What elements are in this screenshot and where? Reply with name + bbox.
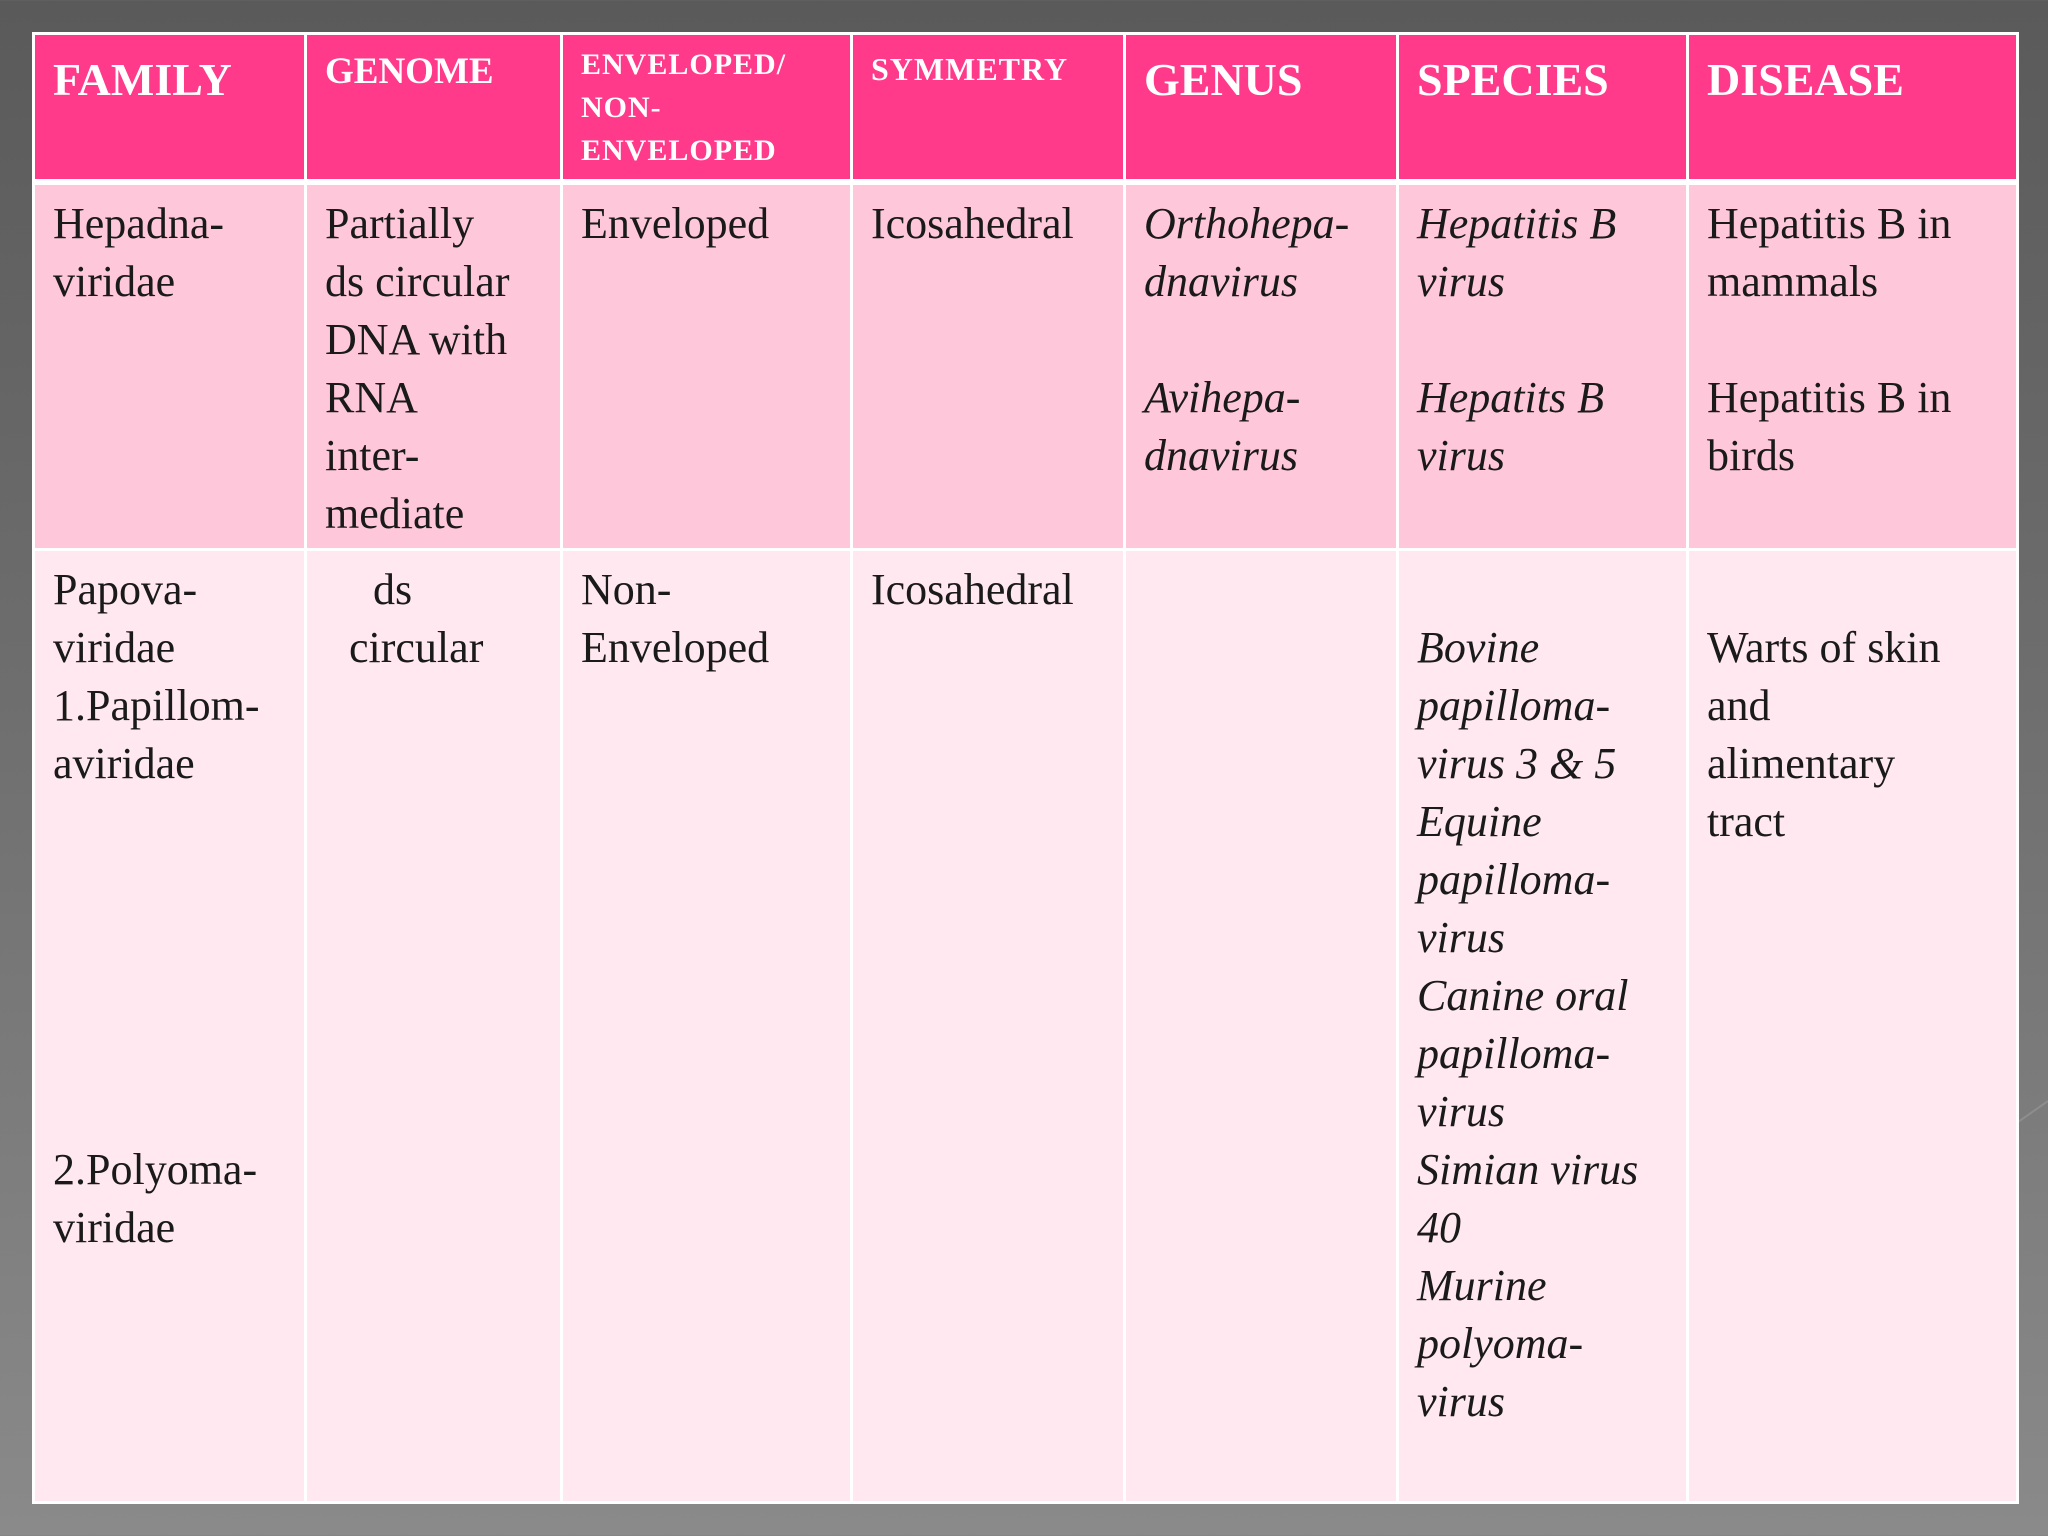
header-genome: GENOME bbox=[306, 34, 562, 182]
genus-cell bbox=[1125, 182, 1398, 550]
cell-line: virus bbox=[1417, 430, 1505, 480]
cell-line: Hepatits B bbox=[1417, 372, 1604, 422]
cell-line: Hepatitis B in bbox=[1707, 198, 1952, 248]
cell-line: virus bbox=[1417, 1087, 1505, 1136]
cell-line: virus bbox=[1417, 256, 1505, 306]
family-cell bbox=[34, 550, 306, 1503]
cell-line: RNA bbox=[325, 372, 418, 422]
spacer bbox=[1707, 561, 1998, 619]
cell-line: Murine bbox=[1417, 1261, 1547, 1310]
genome-cell bbox=[306, 182, 562, 550]
disease-cell bbox=[1688, 182, 2018, 550]
header-enveloped bbox=[562, 34, 852, 182]
cell-line: Enveloped bbox=[581, 198, 770, 248]
cell-line: circular bbox=[349, 623, 484, 672]
enveloped-cell bbox=[562, 182, 852, 550]
spacer bbox=[1417, 311, 1668, 369]
cell-line: Icosahedral bbox=[871, 198, 1074, 248]
cell-line: Warts of skin bbox=[1707, 623, 1941, 672]
cell-line: Enveloped bbox=[581, 623, 770, 672]
cell-line: Partially bbox=[325, 198, 475, 248]
cell-line: Papova- bbox=[53, 565, 198, 614]
spacer bbox=[1707, 311, 1998, 369]
header-enveloped-line: ENVELOPED bbox=[581, 134, 777, 167]
cell-line: ds circular bbox=[325, 256, 510, 306]
cell-line: and bbox=[1707, 681, 1771, 730]
family-cell bbox=[34, 182, 306, 550]
cell-line: viridae bbox=[53, 623, 176, 672]
species-cell bbox=[1398, 182, 1688, 550]
cell-line: dnavirus bbox=[1144, 256, 1298, 306]
cell-line: Simian virus bbox=[1417, 1145, 1639, 1194]
cell-line: papilloma- bbox=[1417, 1029, 1611, 1078]
cell-line: Icosahedral bbox=[871, 565, 1074, 614]
cell-line: ds bbox=[373, 565, 413, 614]
cell-line: Non- bbox=[581, 565, 672, 614]
cell-line: birds bbox=[1707, 430, 1795, 480]
cell-line: 40 bbox=[1417, 1203, 1461, 1252]
genus-cell bbox=[1125, 550, 1398, 1503]
cell-line: inter- bbox=[325, 430, 420, 480]
cell-line: Hepatitis B in bbox=[1707, 372, 1952, 422]
cell-line: viridae bbox=[53, 256, 176, 306]
cell-line: DNA with bbox=[325, 314, 508, 364]
table-row bbox=[34, 182, 2018, 550]
cell-line: Bovine bbox=[1417, 623, 1540, 672]
spacer bbox=[1144, 311, 1378, 369]
header-enveloped-line: NON- bbox=[581, 91, 662, 124]
table-row bbox=[34, 550, 2018, 1503]
spacer bbox=[1417, 561, 1668, 619]
header-symmetry: SYMMETRY bbox=[852, 34, 1125, 182]
cell-line: Canine oral bbox=[1417, 971, 1629, 1020]
cell-line: Hepadna- bbox=[53, 198, 225, 248]
cell-line: papilloma- bbox=[1417, 681, 1611, 730]
cell-line: Hepatitis B bbox=[1417, 198, 1617, 248]
cell-line: virus 3 & 5 bbox=[1417, 739, 1617, 788]
disease-cell bbox=[1688, 550, 2018, 1503]
header-enveloped-line: ENVELOPED/ bbox=[581, 48, 787, 81]
cell-line: 1.Papillom- bbox=[53, 681, 260, 730]
header-disease: DISEASE bbox=[1688, 34, 2018, 182]
enveloped-cell bbox=[562, 550, 852, 1503]
cell-line: tract bbox=[1707, 797, 1786, 846]
species-cell bbox=[1398, 550, 1688, 1503]
genome-cell bbox=[306, 550, 562, 1503]
header-genus: GENUS bbox=[1125, 34, 1398, 182]
cell-line: papilloma- bbox=[1417, 855, 1611, 904]
symmetry-cell bbox=[852, 550, 1125, 1503]
cell-line: aviridae bbox=[53, 739, 195, 788]
virus-classification-table bbox=[32, 32, 2019, 1504]
cell-line: Equine bbox=[1417, 797, 1542, 846]
cell-line: 2.Polyoma- bbox=[53, 1145, 258, 1194]
cell-line: polyoma- bbox=[1417, 1319, 1584, 1368]
cell-line: mediate bbox=[325, 488, 465, 538]
cell-line: alimentary bbox=[1707, 739, 1896, 788]
cell-line: Avihepa- bbox=[1144, 372, 1301, 422]
spacer bbox=[53, 793, 286, 1141]
cell-line: mammals bbox=[1707, 256, 1879, 306]
cell-line: dnavirus bbox=[1144, 430, 1298, 480]
header-row bbox=[34, 34, 2018, 182]
header-family: FAMILY bbox=[34, 34, 306, 182]
cell-line: Orthohepa- bbox=[1144, 198, 1350, 248]
cell-line: viridae bbox=[53, 1203, 176, 1252]
symmetry-cell bbox=[852, 182, 1125, 550]
header-species: SPECIES bbox=[1398, 34, 1688, 182]
cell-line: virus bbox=[1417, 913, 1505, 962]
cell-line: virus bbox=[1417, 1377, 1505, 1426]
